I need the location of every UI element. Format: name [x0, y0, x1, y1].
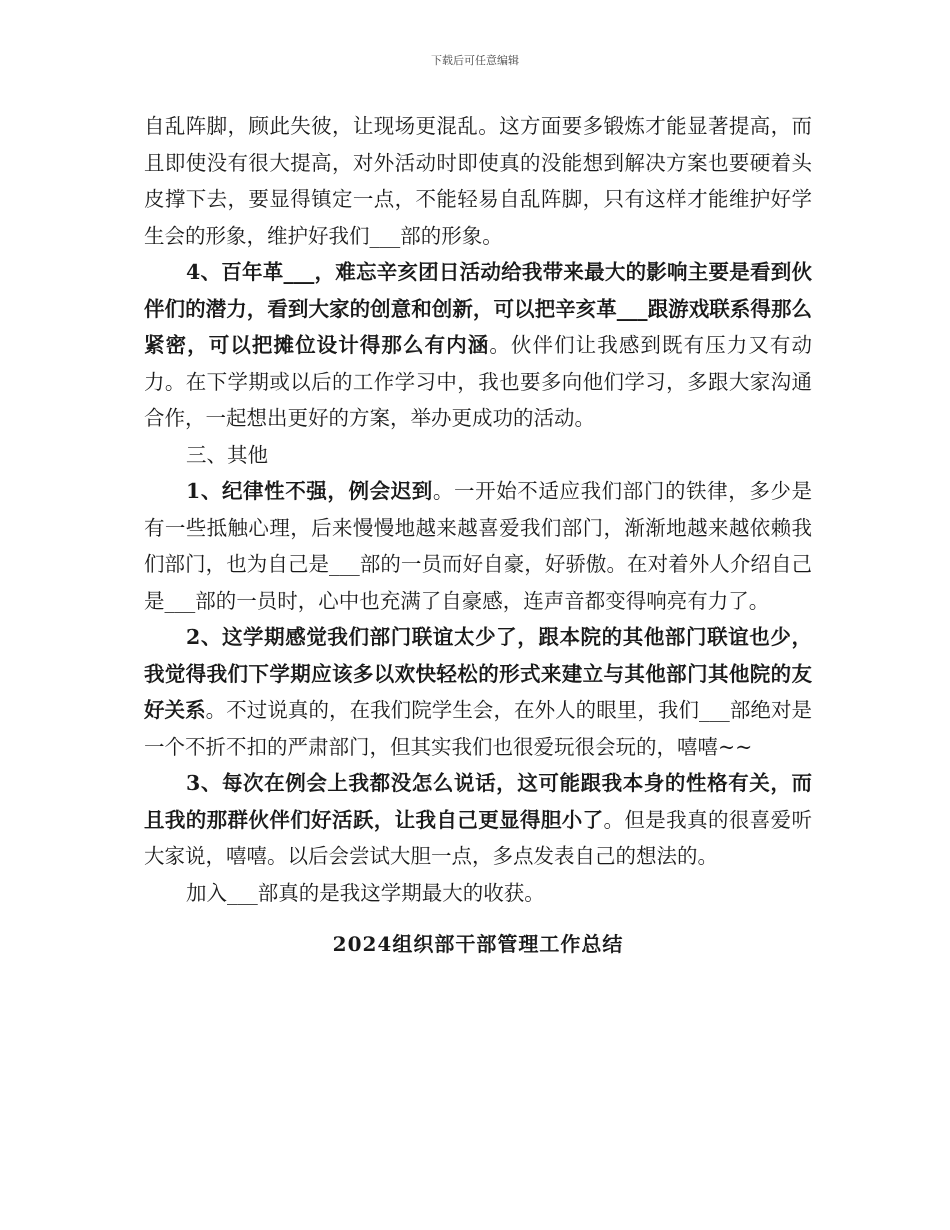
paragraph-continuation: 自乱阵脚，顾此失彼，让现场更混乱。这方面要多锻炼才能显著提高，而且即使没有很大提高，对外活动时即使真的没能想到解决方案也要硬着头皮撑下去，要显得镇定一点，不能轻易自乱阵脚，只有这样才能维护好学生会的形象，维护好我们___部的形象。 [144, 114, 812, 248]
page-header-note: 下载后可任意编辑 [431, 54, 519, 67]
paragraph-conclusion: 加入___部真的是我这学期最大的收获。 [186, 880, 545, 905]
paragraph-other-item-1 [144, 473, 812, 619]
section-title-other: 三、其他 [186, 442, 268, 467]
paragraph-other-item-3-heading: 3、每次在例会上我都没怎么说话，这可能跟我本身的性格有关，而且我的那群伙伴们好活跃，让我自己更显得胆小了 [144, 771, 812, 832]
document-body [144, 108, 812, 962]
paragraph-other-item-3-text: 。但是我真的很喜爱听大家说，嘻嘻。以后会尝试大胆一点，多点发表自己的想法的。 [144, 807, 812, 868]
paragraph-other-item-2 [144, 619, 812, 765]
next-document-title: 2024组织部干部管理工作总结 [332, 932, 624, 956]
paragraph-other-item-1-heading: 1、纪律性不强，例会迟到 [186, 479, 433, 503]
paragraph-item-4 [144, 254, 812, 437]
paragraph-item-4-text: 。伙伴们让我感到既有压力又有动力。在下学期或以后的工作学习中，我也要多向他们学习，多跟大家沟通合作，一起想出更好的方案，举办更成功的活动。 [144, 333, 813, 430]
paragraph-other-item-2-text: 。不过说真的，在我们院学生会，在外人的眼里，我们___部绝对是一个不折不扣的严肃部门，但其实我们也很爱玩很会玩的，嘻嘻~~ [144, 698, 813, 759]
paragraph-other-item-1-text: 。一开始不适应我们部门的铁律，多少是有一些抵触心理，后来慢慢地越来越喜爱我们部门，渐渐地越来越依赖我们部门，也为自己是___部的一员而好自豪，好骄傲。在对着外人介绍自己是___部的一员时，心中也充满了自豪感，连声音都变得响亮有力了。 [144, 479, 813, 613]
paragraph-item-4-heading: 4、百年革___，难忘辛亥团日活动给我带来最大的影响主要是看到伙伴们的潜力，看到大家的创意和创新，可以把辛亥革___跟游戏联系得那么紧密，可以把摊位设计得那么有内涵 [144, 260, 812, 357]
paragraph-other-item-3 [144, 765, 812, 875]
paragraph-other-item-2-heading: 2、这学期感觉我们部门联谊太少了，跟本院的其他部门联谊也少，我觉得我们下学期应该多以欢快轻松的形式来建立与其他部门其他院的友好关系 [144, 625, 812, 722]
